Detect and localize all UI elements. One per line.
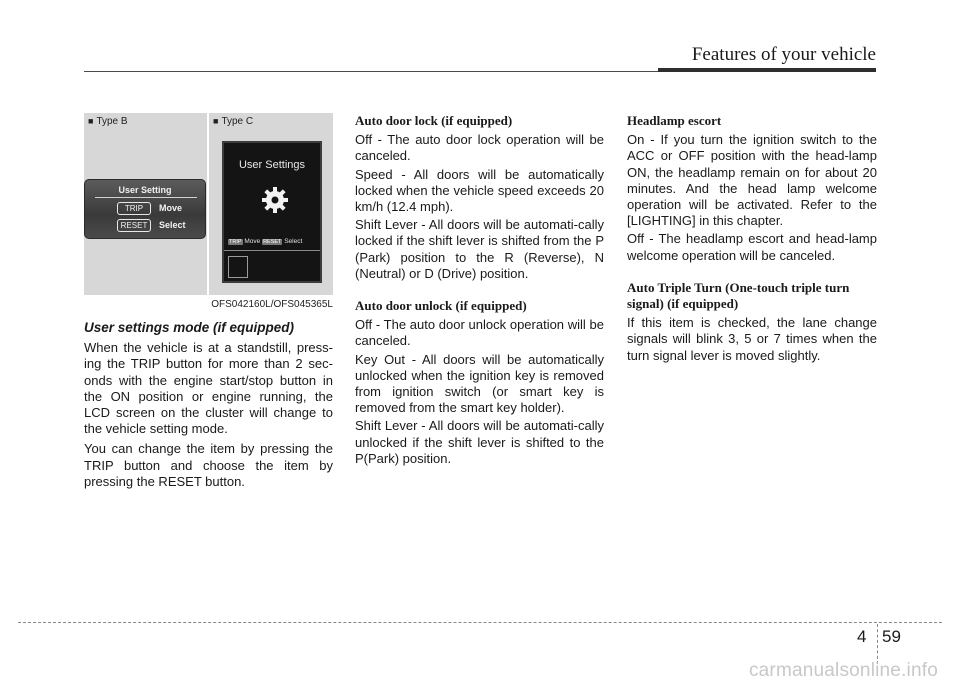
panel-type-c: [209, 113, 333, 295]
type-b-display: [84, 179, 206, 239]
type-c-display-title: User Settings: [238, 159, 306, 171]
user-settings-para-2: You can change the item by pressing the TRIP button and choose the item by pressing the RESET button.: [84, 441, 333, 489]
type-c-trip-tag: TRIP: [229, 239, 242, 245]
type-c-select-label: Select: [284, 238, 303, 245]
user-settings-para-1: When the vehicle is at a standstill, press-ing the TRIP button for more than 2 sec-onds with the engine start/stop button in the ON position or engine running, the LCD screen on the cluster will change to the vehicle setting mode.: [84, 340, 333, 437]
type-c-display: [222, 141, 322, 283]
middle-column: [355, 113, 604, 469]
lock-item-shift-lever: Shift Lever - All doors will be automati-cally locked if the shift lever is shifted from the P (Park) position to the R (Reverse), N (Neutral) or D (Drive) position.: [355, 217, 604, 281]
lock-item-off: Off - The auto door lock operation will be canceled.: [355, 132, 604, 164]
type-c-control-bar: [228, 238, 318, 245]
user-settings-title: User settings mode (if equipped): [84, 320, 295, 335]
type-b-reset-pill: RESET: [117, 219, 151, 232]
left-column: [84, 320, 333, 494]
cluster-figure: [84, 113, 333, 312]
unlock-item-off: Off - The auto door unlock operation will be canceled.: [355, 317, 604, 349]
chapter-number: 4: [857, 627, 867, 646]
type-c-display-box: [228, 256, 248, 278]
type-c-reset-tag: RESET: [263, 239, 282, 245]
panel-type-b: [84, 113, 207, 295]
right-column: [627, 113, 877, 368]
footer-divider: [877, 624, 878, 664]
auto-triple-turn-title: Auto Triple Turn (One-touch triple turn signal) (if equipped): [627, 279, 850, 312]
type-b-display-rule: [95, 197, 197, 198]
headlamp-escort-title: Headlamp escort: [627, 113, 722, 128]
figure-code: OFS042160L/OFS045365L: [211, 299, 333, 310]
escort-item-off: Off - The headlamp escort and head-lamp welcome operation will be canceled.: [627, 231, 877, 263]
page-number: 59: [882, 627, 901, 646]
panel-b-label: ■ Type B: [88, 116, 128, 127]
lock-item-speed: Speed - All doors will be automatically locked when the vehicle speed exceeds 20 km/h (12.4 mph).: [355, 166, 604, 215]
type-b-trip-pill: TRIP: [117, 202, 151, 215]
type-c-move-label: Move: [244, 238, 261, 245]
type-b-select-label: Select: [159, 220, 186, 230]
panel-c-label: ■ Type C: [213, 116, 254, 127]
unlock-item-shift-lever: Shift Lever - All doors will be automati-cally unlocked if the shift lever is shifted to the P(Park) position.: [355, 418, 604, 466]
watermark: carmanualsonline.info: [748, 660, 938, 681]
square-bullet-icon: ■: [213, 116, 219, 126]
auto-triple-turn-text: If this item is checked, the lane change signals will blink 3, 5 or 7 times when the turn signal lever is moved slightly.: [627, 315, 877, 363]
auto-door-lock-title: Auto door lock (if equipped): [355, 113, 513, 128]
type-b-move-label: Move: [159, 203, 183, 213]
type-c-display-rule: [224, 250, 320, 251]
gear-icon: [261, 186, 289, 214]
footer-rule: [18, 622, 942, 623]
header-bar: [658, 68, 876, 72]
unlock-item-key-out: Key Out - All doors will be automatically unlocked when the ignition key is removed from ignition switch (or smart key is removed from the smart key holder).: [355, 351, 605, 416]
type-b-display-title: User Setting: [118, 185, 172, 195]
auto-door-unlock-title: Auto door unlock (if equipped): [355, 298, 527, 314]
page-header-title: Features of your vehicle: [691, 44, 876, 65]
escort-item-on: On - If you turn the ignition switch to the ACC or OFF position with the head-lamp ON, the headlamp remain on for about 20 minutes. And the head lamp welcome operation will be activated. Refer to the [LIGHTING] in this chapter.: [627, 132, 877, 229]
square-bullet-icon: ■: [88, 116, 94, 126]
